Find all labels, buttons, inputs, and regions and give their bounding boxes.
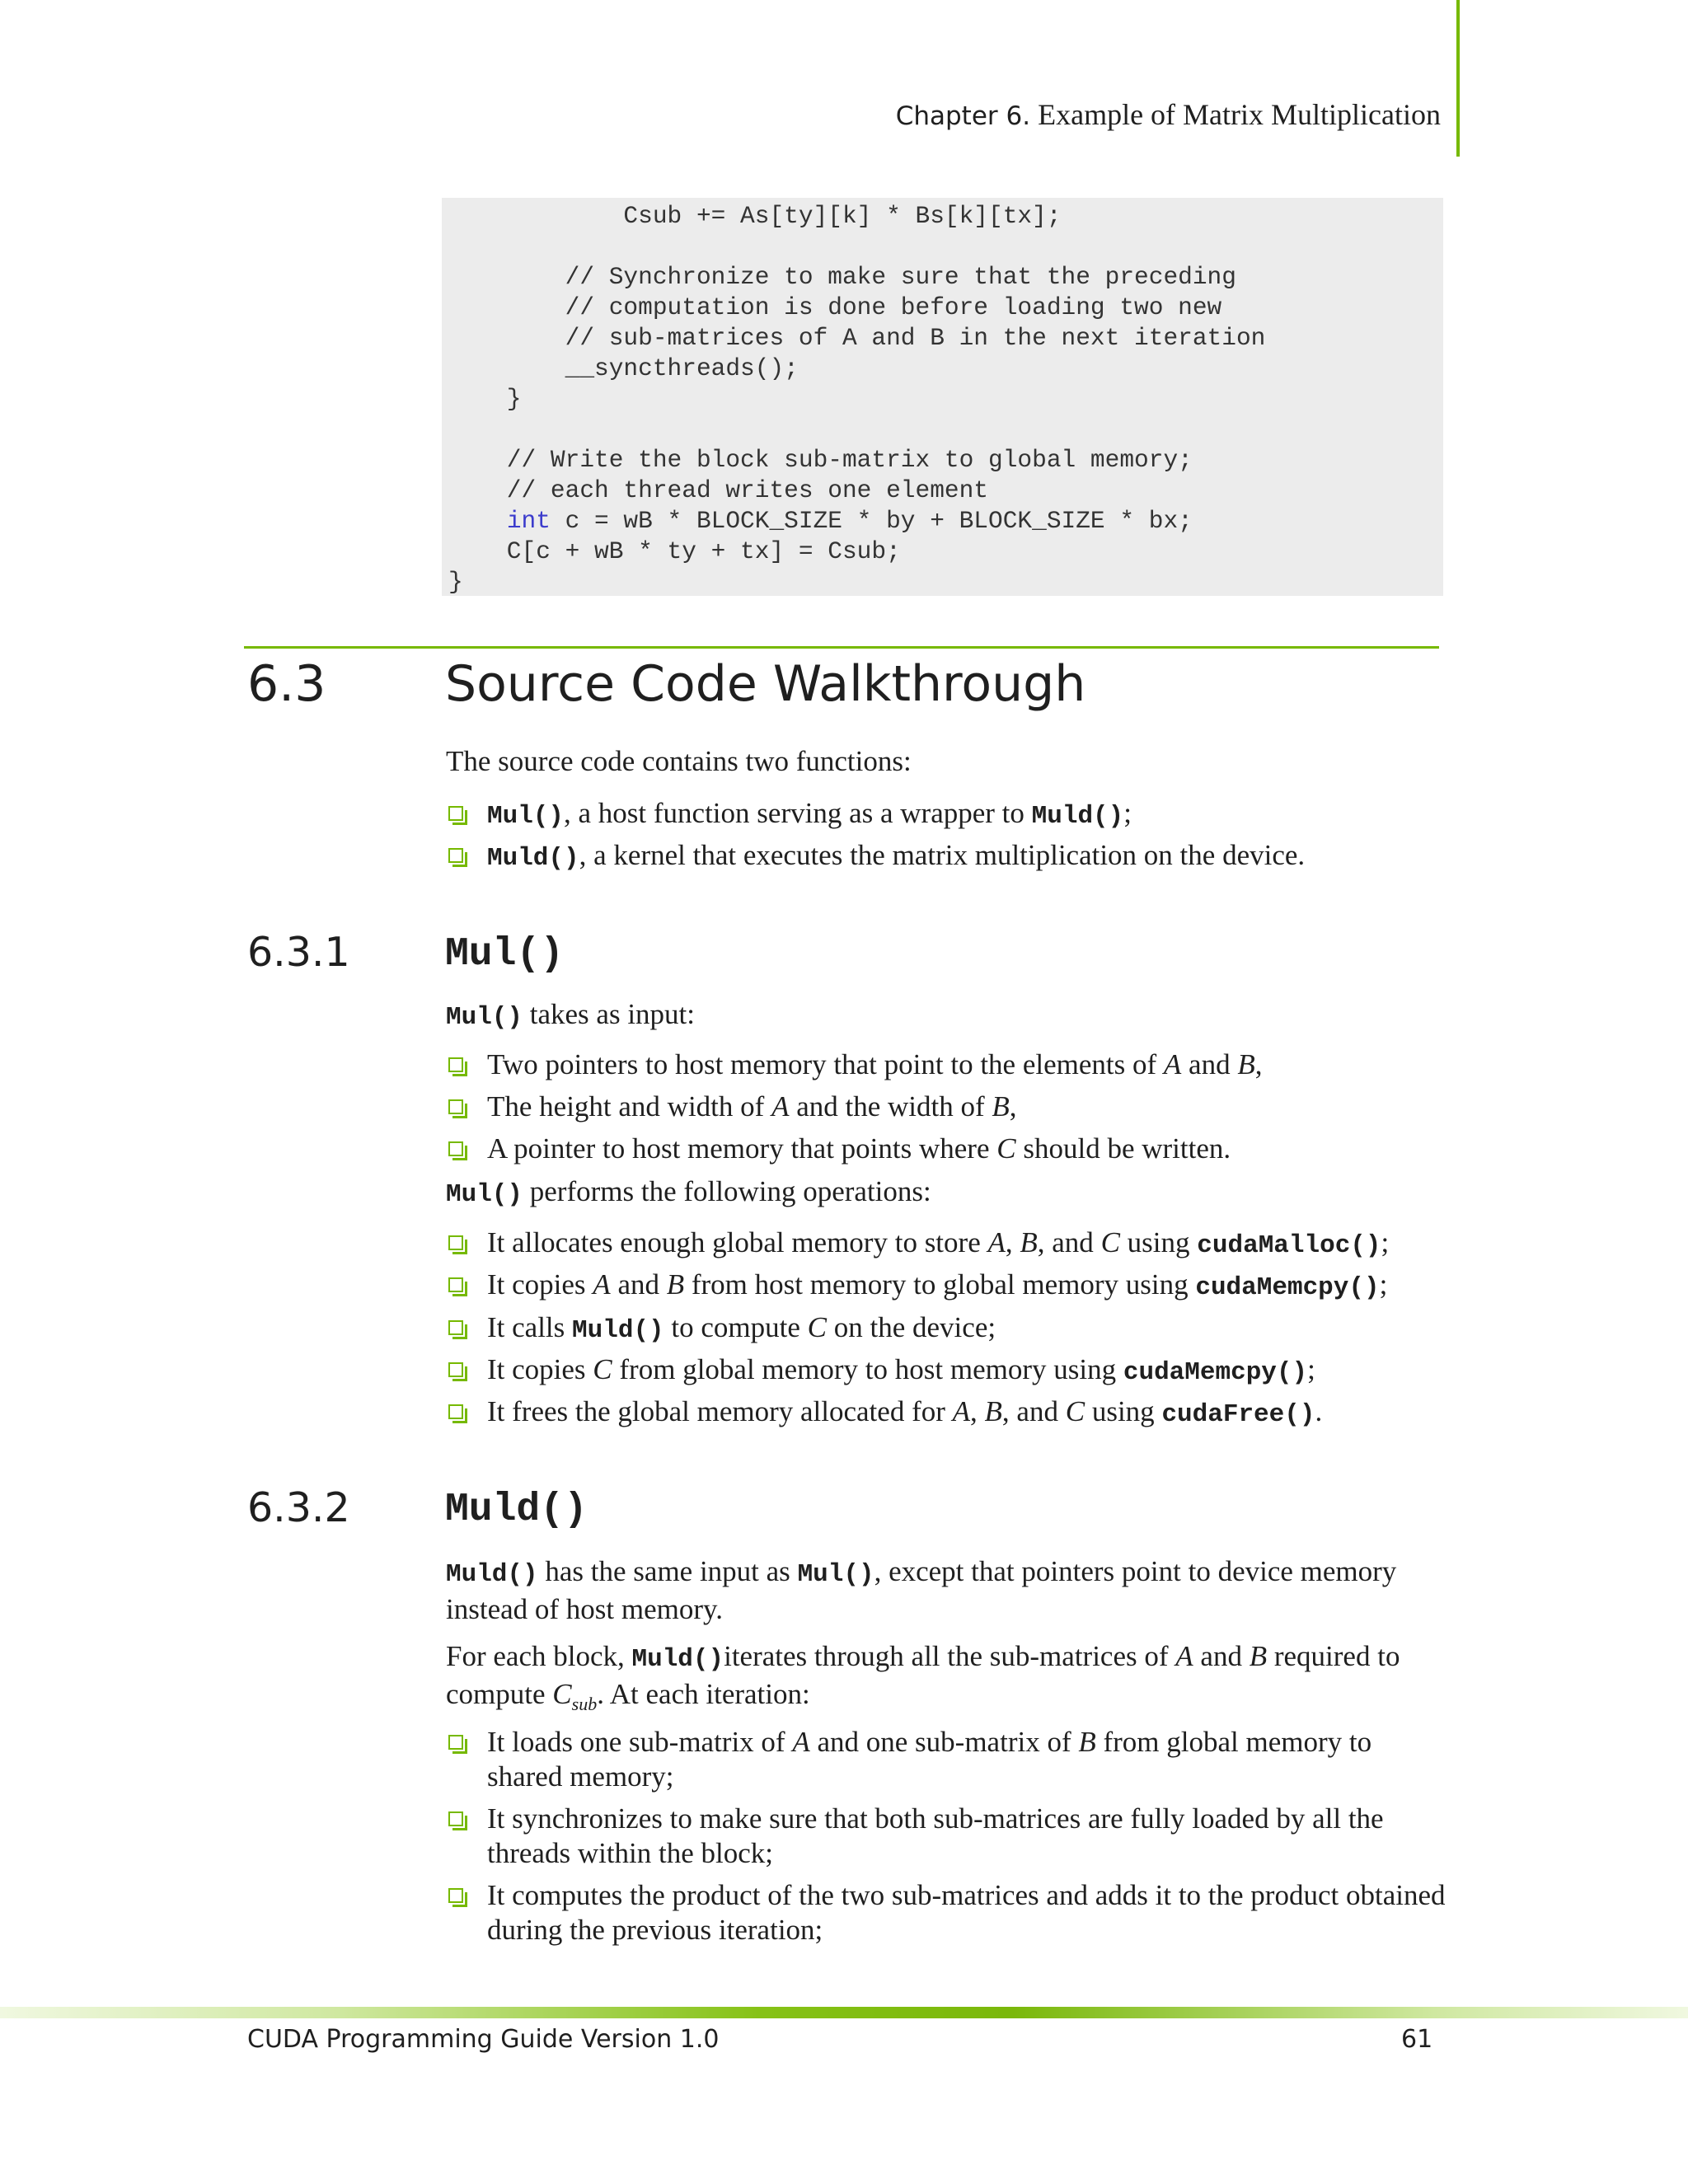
code-cudamemcpy: cudaMemcpy(): [1195, 1273, 1380, 1302]
bullet-text: , a kernel that executes the matrix multiplication on the device.: [579, 839, 1306, 871]
item-text: , and: [1037, 1226, 1101, 1258]
item-text: ;: [1379, 1268, 1388, 1301]
footer-title: CUDA Programming Guide Version 1.0: [247, 2025, 720, 2054]
section-number: 6.3: [247, 655, 326, 713]
item-text: It allocates enough global memory to store: [487, 1226, 988, 1258]
header-rule: [1456, 0, 1460, 157]
page-number: 61: [1401, 2025, 1433, 2054]
checkbox-bullet-icon: [448, 1404, 463, 1419]
section-rule: [244, 646, 1439, 649]
code-muld: Muld(): [446, 1560, 538, 1589]
item-text: ,: [1254, 1048, 1263, 1080]
var: C: [1100, 1226, 1120, 1258]
item-text: It calls: [487, 1311, 573, 1343]
var: A: [987, 1226, 1006, 1258]
code-comment: // Synchronize to make sure that the preceding: [448, 263, 1236, 291]
item-text: and one sub-matrix of: [809, 1726, 1079, 1758]
checkbox-bullet-icon: [448, 848, 463, 863]
code-cudamemcpy: cudaMemcpy(): [1123, 1358, 1308, 1387]
code-line: C[c + wB * ty + tx] = Csub;: [448, 537, 901, 565]
checkbox-bullet-icon: [448, 1141, 463, 1156]
section-intro: The source code contains two functions:: [446, 745, 912, 777]
para-text: , except that pointers point to device memory instead of host memory.: [446, 1555, 1397, 1625]
item-text: from global memory to shared memory;: [487, 1726, 1372, 1793]
chapter-label: Chapter 6.: [895, 101, 1031, 131]
section-title: Source Code Walkthrough: [445, 655, 1086, 713]
para-text: takes as input:: [529, 998, 696, 1030]
item-text: on the device;: [827, 1311, 996, 1343]
code-mul: Mul(): [797, 1560, 874, 1589]
para-text: performs the following operations:: [529, 1175, 931, 1207]
para-text: required to compute: [446, 1640, 1400, 1710]
subsection-number: 6.3.1: [247, 929, 350, 976]
checkbox-bullet-icon: [448, 1362, 463, 1377]
item-text: , and: [1001, 1395, 1066, 1427]
item-text: to compute: [663, 1311, 808, 1343]
code-mul: Mul(): [446, 1003, 523, 1032]
running-header: [896, 97, 1441, 132]
checkbox-bullet-icon: [448, 1888, 463, 1903]
paragraph: [446, 1639, 1447, 1722]
item-text: and the width of: [789, 1090, 992, 1122]
item-text: ;: [1381, 1226, 1390, 1258]
item-text: ,: [970, 1395, 985, 1427]
checkbox-bullet-icon: [448, 1057, 463, 1072]
code-muld: Muld(): [1031, 802, 1124, 831]
subsection-title: Muld(): [445, 1488, 588, 1532]
code-block: [442, 198, 1443, 596]
item-text: using: [1119, 1226, 1198, 1258]
item-text: ,: [1009, 1090, 1017, 1122]
var: B: [666, 1268, 685, 1301]
checkbox-bullet-icon: [448, 1735, 463, 1750]
para-text: and: [1193, 1640, 1250, 1672]
code-line-int: int c = wB * BLOCK_SIZE * by + BLOCK_SIZE * bx;: [506, 507, 1193, 535]
var: A: [792, 1726, 810, 1758]
var: C: [807, 1311, 828, 1343]
code-line: __syncthreads();: [448, 354, 799, 382]
code-keyword: int: [506, 507, 551, 535]
item-text: It frees the global memory allocated for: [487, 1395, 953, 1427]
footer-rule: [0, 2007, 1688, 2018]
checkbox-bullet-icon: [448, 1277, 463, 1292]
item-text: should be written.: [1015, 1132, 1231, 1165]
item-text: from global memory to host memory using: [612, 1353, 1123, 1385]
item-text: and: [1181, 1048, 1238, 1080]
var: B: [1249, 1640, 1268, 1672]
code-comment: // Write the block sub-matrix to global memory;: [448, 446, 1193, 474]
item-text: It copies: [487, 1353, 593, 1385]
checkbox-bullet-icon: [448, 1099, 463, 1114]
code-mul: Mul(): [487, 802, 565, 831]
item-text: A pointer to host memory that points where: [487, 1132, 997, 1165]
bullet-tail: ;: [1123, 797, 1132, 829]
code-line: }: [448, 385, 522, 413]
item-text: ;: [1307, 1353, 1315, 1385]
item-text: Two pointers to host memory that point to the elements of: [487, 1048, 1164, 1080]
var: B: [984, 1395, 1002, 1427]
checkbox-bullet-icon: [448, 1235, 463, 1250]
var: A: [771, 1090, 790, 1122]
item-text: ,: [1005, 1226, 1020, 1258]
bullet-text: , a host function serving as a wrapper to: [564, 797, 1032, 829]
code-line: }: [448, 568, 463, 596]
var: B: [1020, 1226, 1038, 1258]
var: B: [1078, 1726, 1096, 1758]
checkbox-bullet-icon: [448, 806, 463, 821]
var: C: [552, 1678, 572, 1710]
code-muld: Muld(): [631, 1645, 724, 1674]
paragraph: [446, 1554, 1447, 1627]
item-text: It loads one sub-matrix of: [487, 1726, 793, 1758]
para-text: has the same input as: [537, 1555, 798, 1587]
code-muld: Muld(): [487, 844, 579, 873]
code-comment: // computation is done before loading two new: [448, 293, 1222, 321]
var: A: [952, 1395, 971, 1427]
chapter-title: Example of Matrix Multiplication: [1038, 98, 1441, 131]
item-text: using: [1085, 1395, 1162, 1427]
item-text: from host memory to global memory using: [684, 1268, 1196, 1301]
var: A: [1163, 1048, 1182, 1080]
code-comment: // sub-matrices of A and B in the next iteration: [448, 324, 1266, 352]
item-text: .: [1315, 1395, 1323, 1427]
item-text: It computes the product of the two sub-matrices and adds it to the product obtained during the previous iteration;: [487, 1879, 1446, 1946]
para-text: . At each iteration:: [597, 1678, 810, 1710]
para-text: For each block,: [446, 1640, 632, 1672]
item-text: It copies: [487, 1268, 593, 1301]
code-muld: Muld(): [572, 1316, 664, 1345]
subscript: sub: [571, 1694, 598, 1714]
subsection-number: 6.3.2: [247, 1484, 350, 1531]
checkbox-bullet-icon: [448, 1320, 463, 1335]
code-cudamalloc: cudaMalloc(): [1197, 1231, 1381, 1260]
para-text: iterates through all the sub-matrices of: [724, 1640, 1176, 1672]
code-line: Csub += As[ty][k] * Bs[k][tx];: [448, 202, 1062, 230]
var: A: [1175, 1640, 1193, 1672]
var: C: [593, 1353, 612, 1385]
paragraph: [446, 1174, 1447, 1212]
code-mul: Mul(): [446, 1180, 523, 1209]
var: B: [1237, 1048, 1255, 1080]
var: C: [996, 1132, 1016, 1165]
subsection-title: Mul(): [445, 932, 565, 977]
code-comment: // each thread writes one element: [448, 476, 989, 504]
var: B: [992, 1090, 1010, 1122]
item-text: and: [610, 1268, 667, 1301]
paragraph: [446, 997, 1447, 1035]
var: A: [593, 1268, 611, 1301]
item-text: The height and width of: [487, 1090, 772, 1122]
checkbox-bullet-icon: [448, 1811, 463, 1826]
item-text: It synchronizes to make sure that both sub-matrices are fully loaded by all the threads within the block;: [487, 1802, 1384, 1869]
code-cudafree: cudaFree(): [1161, 1400, 1315, 1429]
var: C: [1065, 1395, 1085, 1427]
